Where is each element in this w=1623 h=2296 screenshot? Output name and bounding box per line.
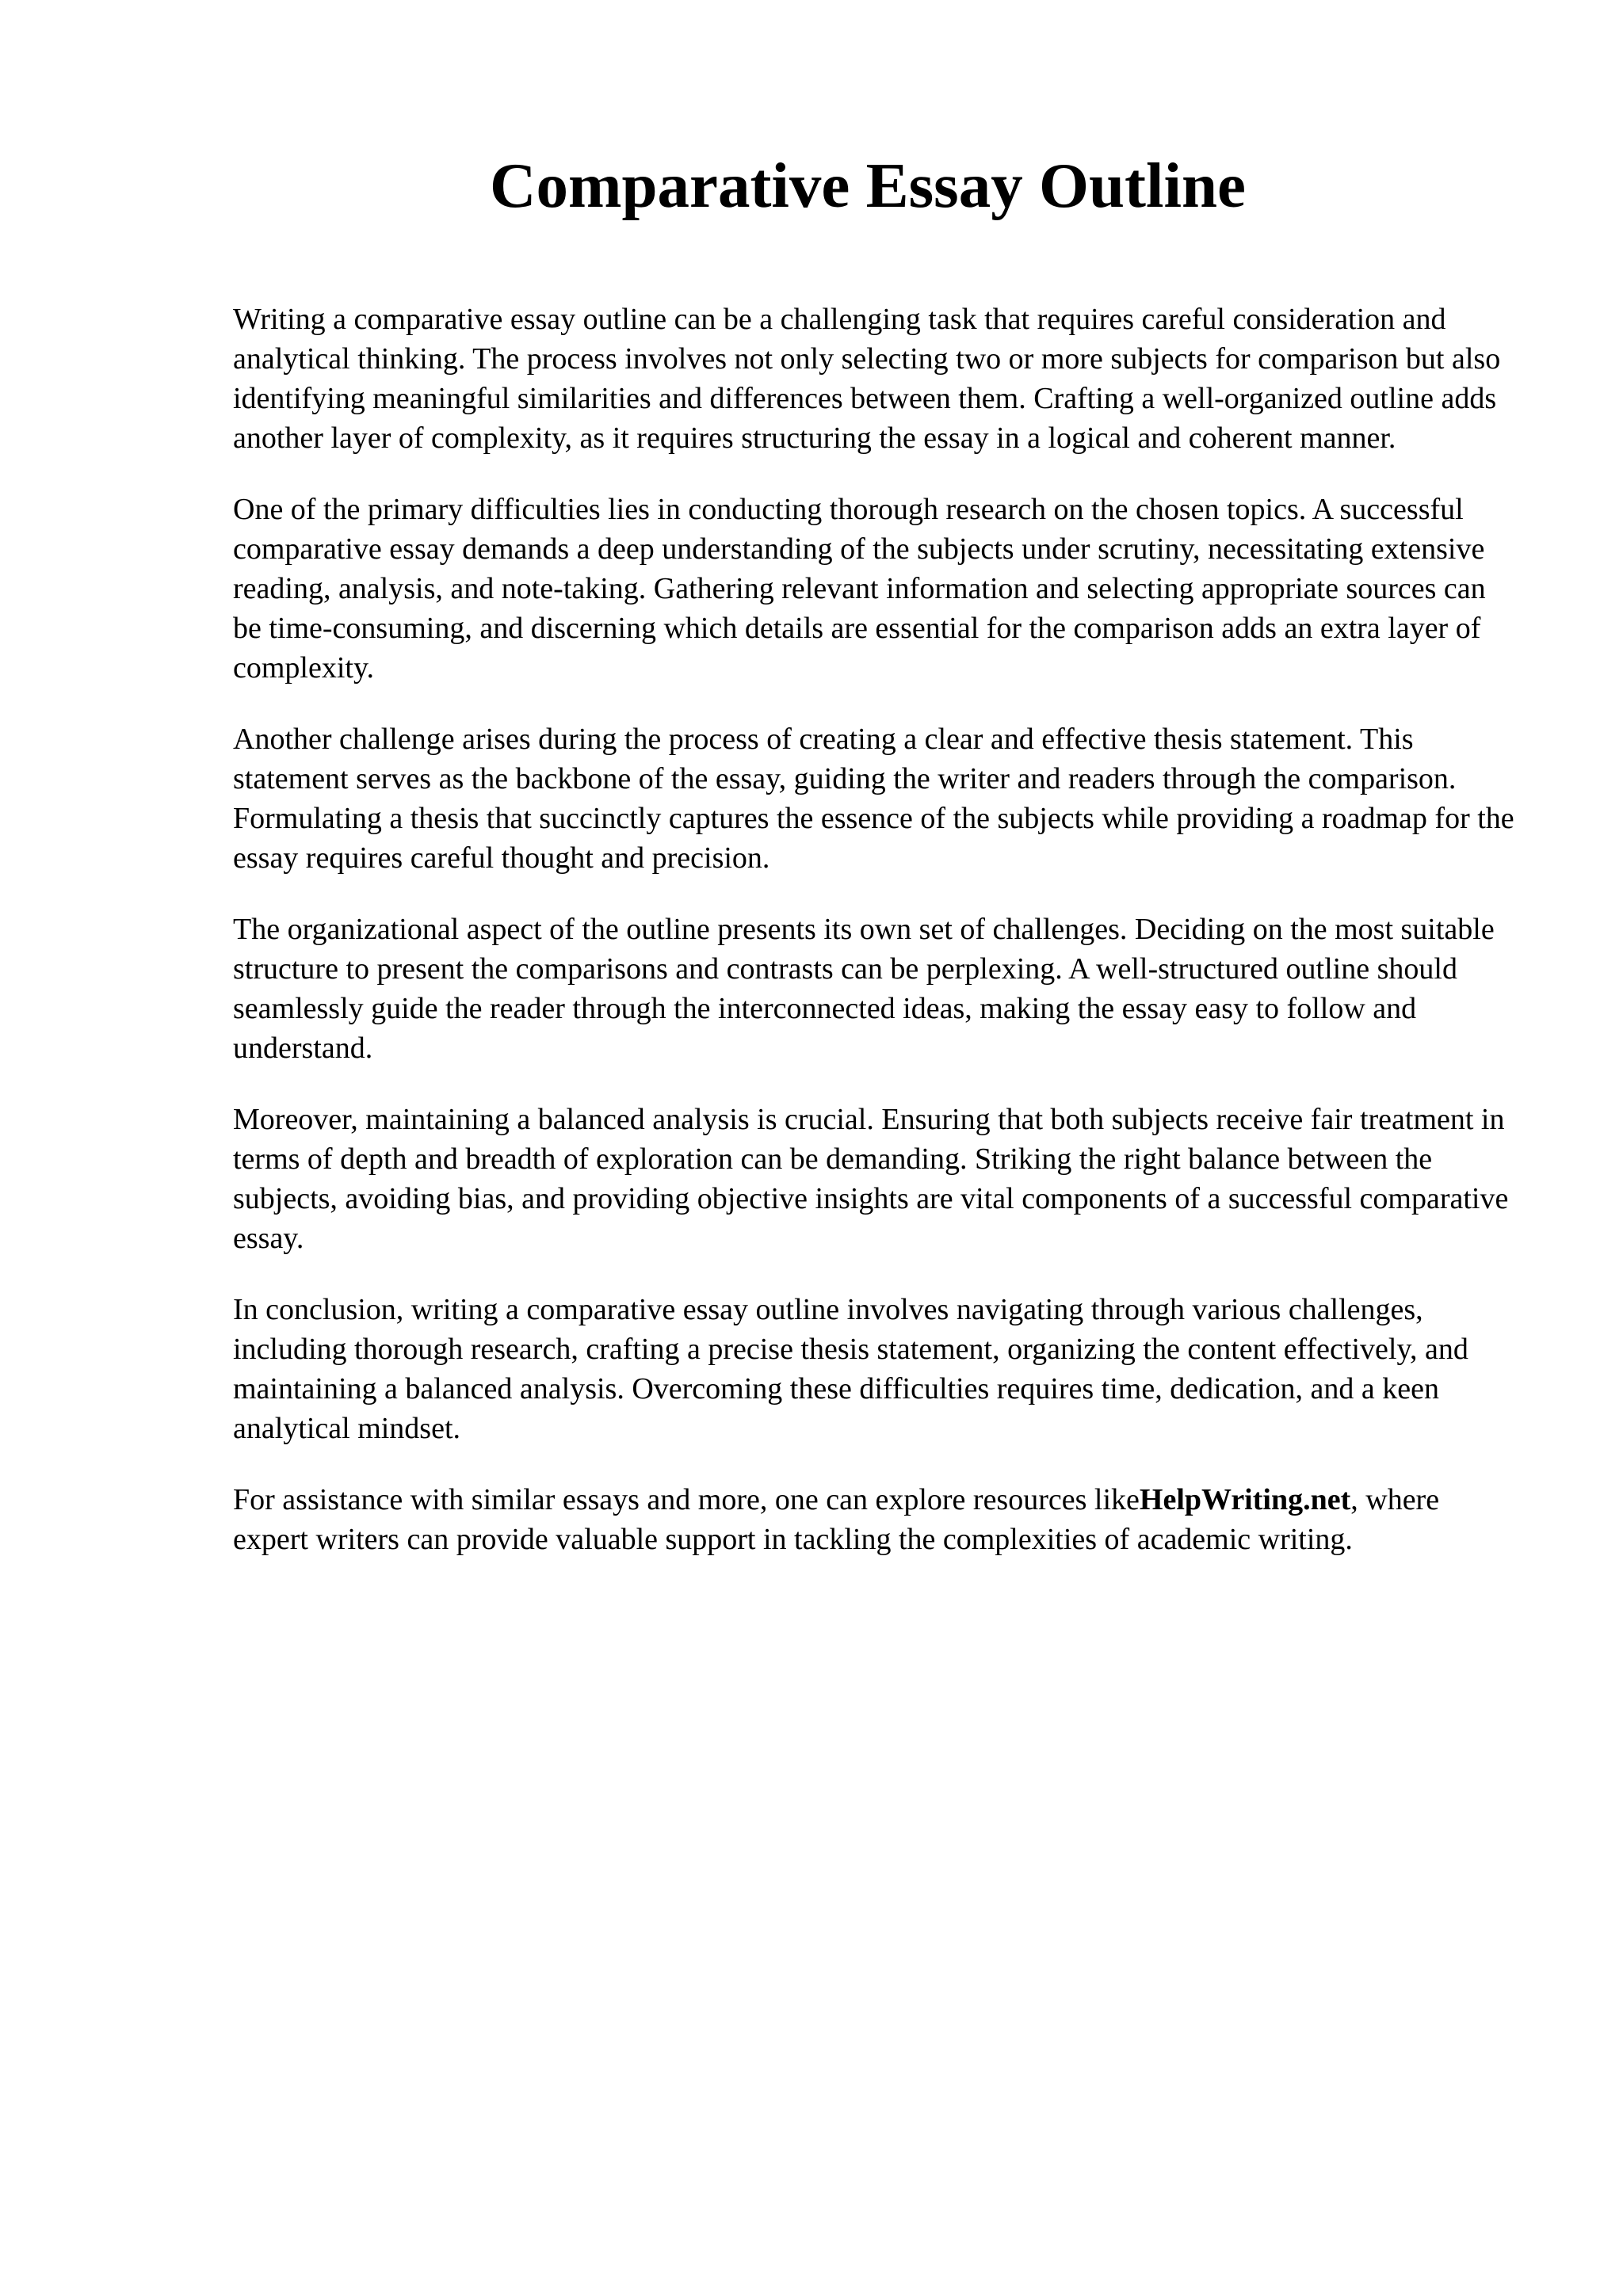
paragraph-5: Moreover, maintaining a balanced analysis is crucial. Ensuring that both subjects receive fair treatment in terms of depth and breadth of exploration can be demanding. Striking the right balance between the subjects, avoiding bias, and providing objective insights are vital components of a successful comparative essay.: [233, 1103, 1509, 1255]
paragraph-4: The organizational aspect of the outline presents its own set of challenges. Deciding on the most suitable structure to present the comparisons and contrasts can be perplexing. A well-structured outline should seamlessly guide the reader through the interconnected ideas, making the essay easy to follow and understand.: [233, 913, 1495, 1065]
paragraph-7-lead: For assistance with similar essays and more, one can explore resources like: [233, 1483, 1140, 1516]
paragraph-7-tail: , where expert writers can provide valuable support in tackling the complexities of academic writing.: [233, 1483, 1440, 1556]
paragraph-7: [233, 1480, 1517, 1559]
document-body: [233, 299, 1517, 1591]
paragraph-3: Another challenge arises during the process of creating a clear and effective thesis statement. This statement serves as the backbone of the essay, guiding the writer and readers through the comparison. Formulating a thesis that succinctly captures the essence of the subjects while providing a roadmap for the essay requires careful thought and precision.: [233, 723, 1514, 875]
helpwriting-link[interactable]: HelpWriting.net: [1139, 1483, 1351, 1516]
paragraph-2: One of the primary difficulties lies in conducting thorough research on the chosen topics. A successful comparative essay demands a deep understanding of the subjects under scrutiny, necessitating extensive reading, analysis, and note-taking. Gathering relevant information and selecting appropriate sources can be time-consuming, and discerning which details are essential for the comparison adds an extra layer of complexity.: [233, 493, 1486, 685]
paragraph-6: In conclusion, writing a comparative essay outline involves navigating through various challenges, including thorough research, crafting a precise thesis statement, organizing the content effectively, and maintaining a balanced analysis. Overcoming these difficulties requires time, dedication, and a keen analytical mindset.: [233, 1293, 1468, 1445]
document-title: Comparative Essay Outline: [489, 150, 1246, 221]
paragraph-1: Writing a comparative essay outline can be a challenging task that requires careful consideration and analytical thinking. The process involves not only selecting two or more subjects for comparison but also identifying meaningful similarities and differences between them. Crafting a well-organized outline adds another layer of complexity, as it requires structuring the essay in a logical and coherent manner.: [233, 303, 1501, 455]
